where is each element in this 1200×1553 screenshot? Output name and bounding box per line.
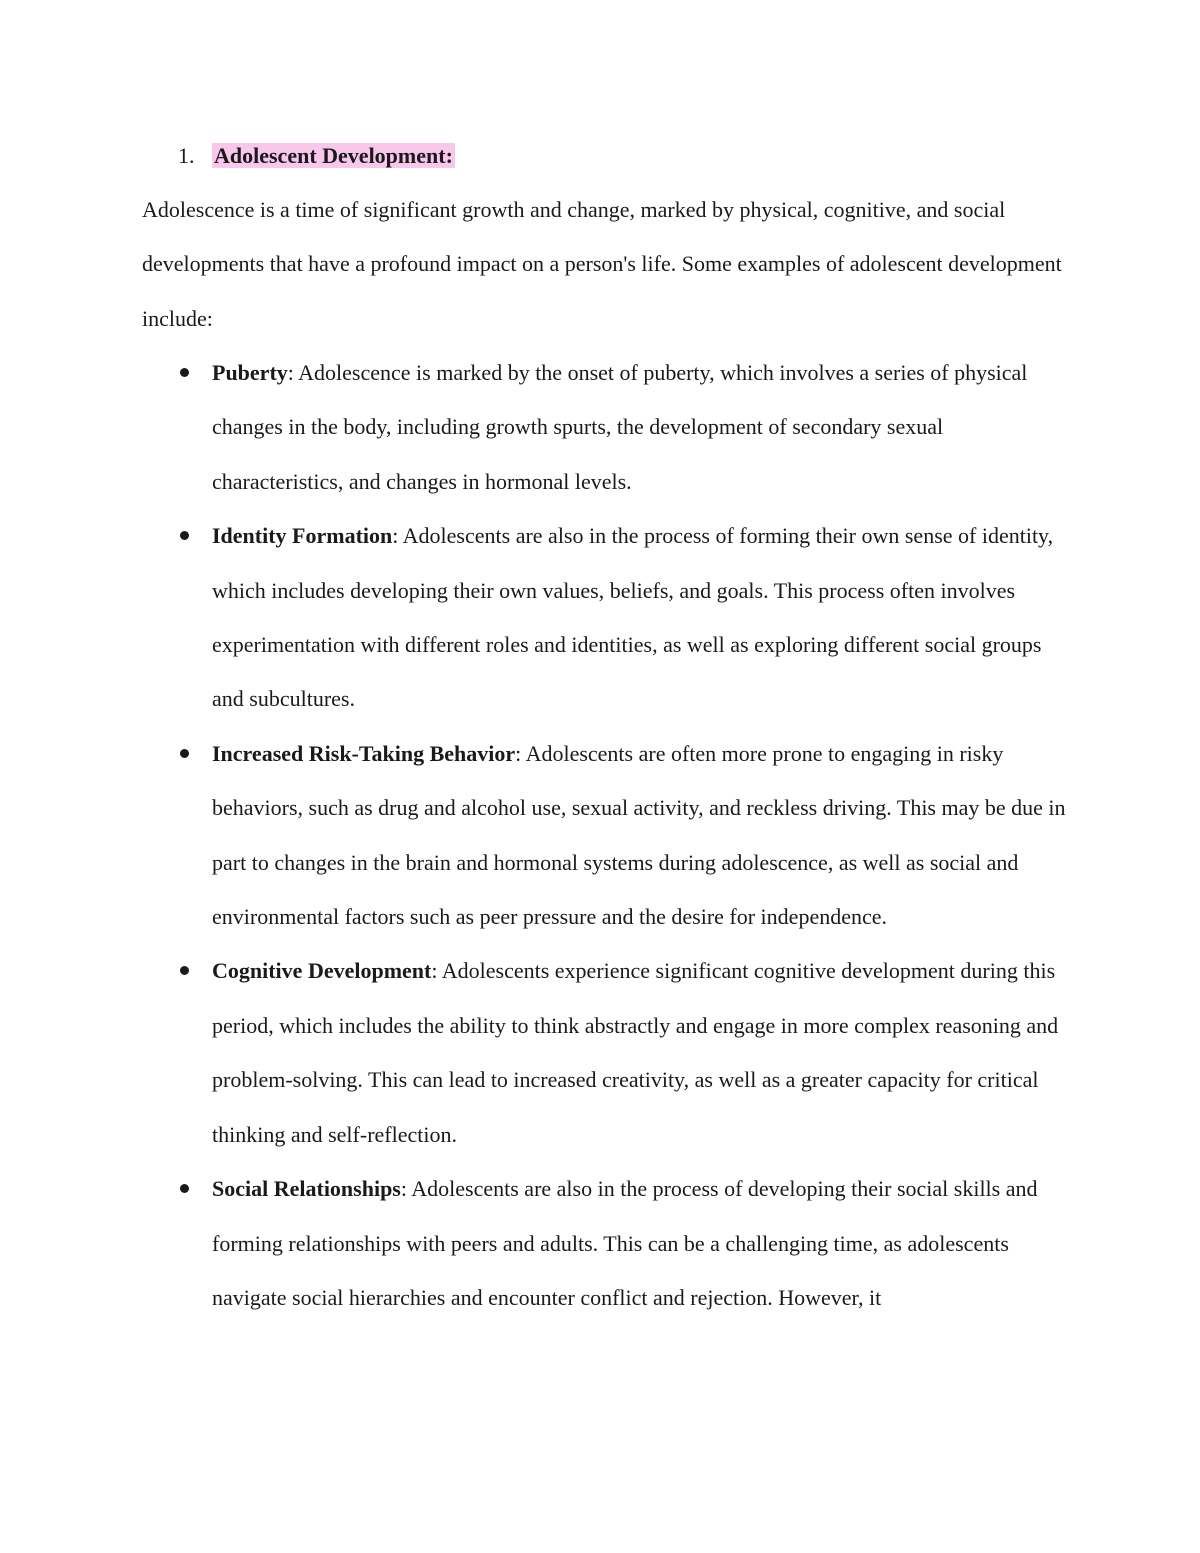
- bullet-text: : Adolescents experience significant cognitive development during this period, which includes the ability to think abstractly and engage in more complex reasoning and problem-solving. This can lead to increased creativity, as well as a greater capacity for critical thinking and self-reflection.: [212, 958, 1059, 1147]
- bullet-term: Increased Risk-Taking Behavior: [212, 740, 516, 766]
- bullet-term: Identity Formation: [212, 523, 393, 549]
- bullet-text: : Adolescence is marked by the onset of puberty, which involves a series of physical changes in the body, including growth spurts, the development of secondary sexual characteristics, and changes in hormonal levels.: [212, 360, 1028, 494]
- bullet-term: Cognitive Development: [212, 958, 432, 984]
- bullet-item-social-relationships: [142, 1162, 1072, 1325]
- bullet-item-identity-formation: [142, 509, 1072, 727]
- bullet-item-risk-taking: [142, 727, 1072, 945]
- bullet-icon: [180, 749, 189, 758]
- heading-number: 1.: [178, 143, 195, 168]
- bullet-text: : Adolescents are also in the process of forming their own sense of identity, which includes developing their own values, beliefs, and goals. This process often involves experimentation with different roles and identities, as well as exploring different social groups and subcultures.: [212, 523, 1054, 712]
- bullet-icon: [180, 531, 189, 540]
- bullet-text: : Adolescents are often more prone to engaging in risky behaviors, such as drug and alcohol use, sexual activity, and reckless driving. This may be due in part to changes in the brain and hormonal systems during adolescence, as well as social and environmental factors such as peer pressure and the desire for independence.: [212, 740, 1066, 930]
- heading-title: Adolescent Development:: [214, 143, 453, 168]
- section-heading: [178, 140, 455, 172]
- bullet-icon: [180, 966, 189, 975]
- bullet-item-cognitive-development: [142, 944, 1072, 1162]
- bullet-icon: [180, 1184, 189, 1193]
- intro-paragraph: Adolescence is a time of significant growth and change, marked by physical, cognitive, and social developments that have a profound impact on a person's life. Some examples of adolescent development include:: [142, 197, 1062, 331]
- bullet-text: : Adolescents are also in the process of developing their social skills and forming relationships with peers and adults. This can be a challenging time, as adolescents navigate social hierarchies and encounter conflict and rejection. However, it: [212, 1176, 1038, 1310]
- bullet-term: Puberty: [212, 360, 288, 385]
- bullet-item-puberty: [142, 346, 1072, 509]
- bullet-term: Social Relationships: [212, 1176, 401, 1202]
- bullet-list: [142, 346, 1072, 1325]
- bullet-icon: [180, 368, 189, 377]
